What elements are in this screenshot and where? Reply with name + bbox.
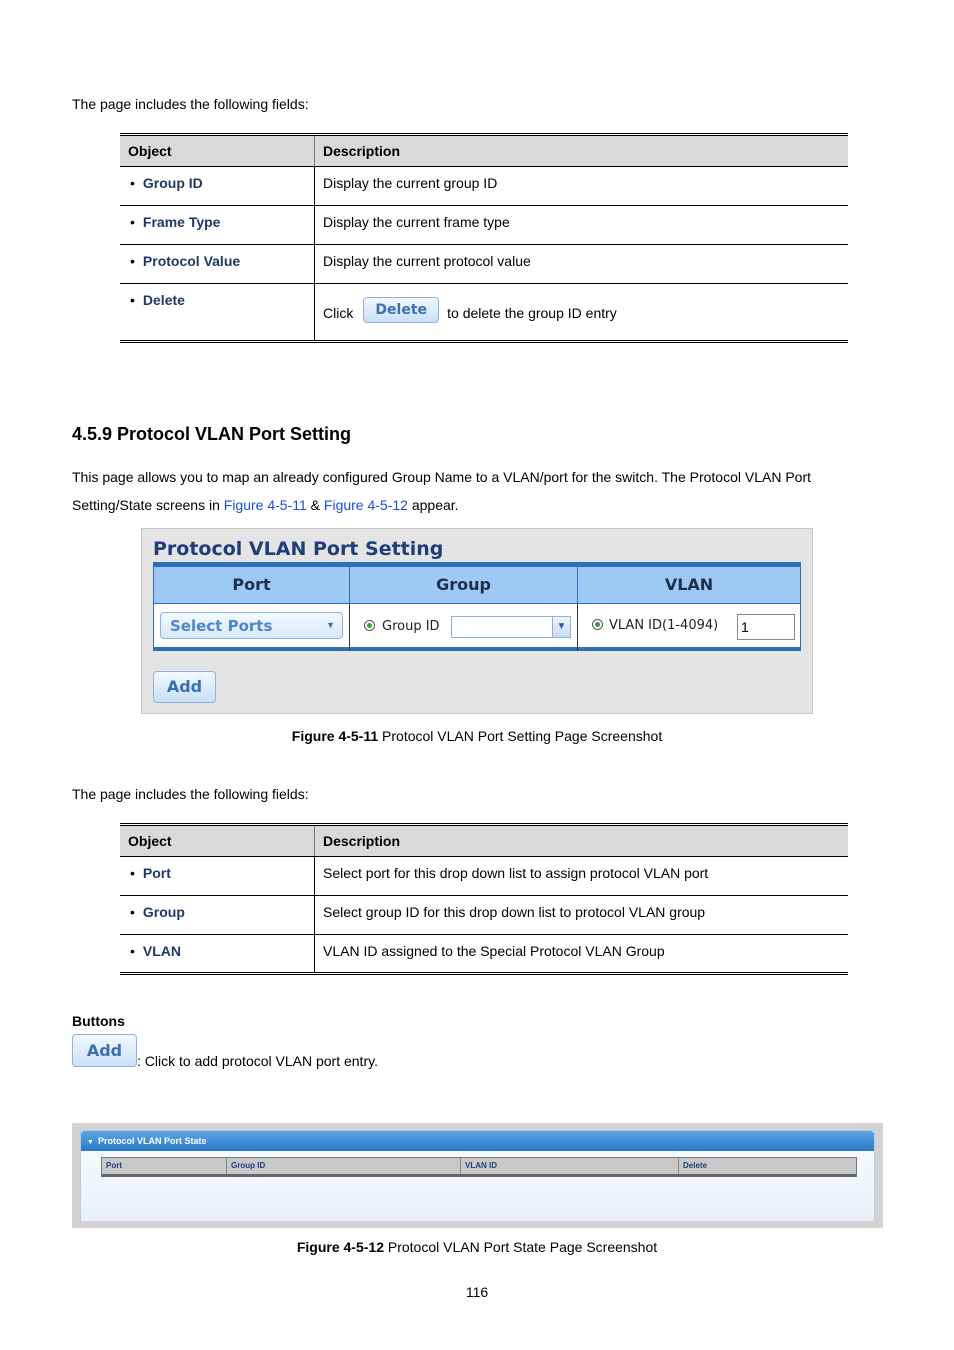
figure-label: Figure 4-5-11	[291, 728, 379, 744]
description-cell: Select port for this drop down list to assign protocol VLAN port	[315, 857, 849, 896]
section-heading: 4.5.9 Protocol VLAN Port Setting	[72, 424, 352, 444]
vlan-id-radio[interactable]	[592, 619, 603, 630]
description-cell: Select group ID for this drop down list to protocol VLAN group	[315, 896, 849, 935]
para-text: &	[306, 497, 324, 513]
bullet-icon: •	[130, 292, 135, 308]
state-table-header	[101, 1157, 857, 1177]
state-col-group-id: Group ID	[227, 1158, 461, 1174]
figure-link-1[interactable]: Figure 4-5-11	[223, 497, 307, 513]
group-id-dropdown[interactable]	[451, 616, 571, 638]
figure-label: Figure 4-5-12	[296, 1239, 384, 1255]
table-row	[120, 245, 848, 284]
object-label: VLAN	[142, 943, 182, 959]
description-cell: Display the current frame type	[315, 206, 849, 245]
add-button[interactable]: Add	[153, 671, 216, 703]
description-cell: Display the current protocol value	[315, 245, 849, 284]
group-cell	[350, 603, 578, 651]
figure-link-2[interactable]: Figure 4-5-12	[323, 497, 408, 513]
bullet-icon: •	[130, 865, 135, 881]
bullet-icon: •	[130, 175, 135, 191]
table-row	[120, 935, 848, 974]
figure-caption-1	[0, 728, 954, 744]
vlan-id-label: VLAN ID(1-4094)	[609, 618, 719, 633]
port-column-header: Port	[154, 567, 350, 603]
object-label: Group	[142, 904, 185, 920]
state-title: Protocol VLAN Port State	[97, 1136, 207, 1146]
page-number: 116	[465, 1284, 489, 1300]
chevron-down-icon: ▼	[552, 617, 570, 637]
select-ports-label: Select Ports	[170, 617, 273, 635]
object-header: Object	[120, 135, 315, 167]
figure-text: Protocol VLAN Port Setting Page Screenshot	[378, 728, 663, 744]
section-paragraph	[72, 463, 862, 519]
bullet-icon: •	[130, 904, 135, 920]
table-row	[120, 206, 848, 245]
click-text: Click	[323, 305, 354, 321]
vlan-id-value: 1	[741, 619, 749, 635]
figure-text: Protocol VLAN Port State Page Screenshot	[383, 1239, 658, 1255]
collapse-arrow-icon: ▼	[87, 1139, 94, 1146]
object-label: Protocol Value	[142, 253, 241, 269]
table-header-row	[120, 825, 848, 857]
group-id-label: Group ID	[382, 619, 440, 634]
port-fields-table	[120, 823, 848, 975]
setting-grid	[153, 562, 801, 651]
state-col-delete: Delete	[683, 1161, 708, 1170]
description-cell	[315, 284, 849, 342]
panel-title: Protocol VLAN Port Setting	[153, 538, 444, 560]
state-title-bar[interactable]	[81, 1131, 874, 1151]
select-ports-dropdown[interactable]	[160, 612, 343, 639]
table-row	[120, 857, 848, 896]
table-row	[120, 284, 848, 342]
state-col-port: Port	[102, 1158, 227, 1174]
protocol-vlan-port-state-screenshot	[72, 1123, 883, 1228]
table-row	[120, 167, 848, 206]
vlan-id-input[interactable]	[737, 614, 795, 640]
description-cell: VLAN ID assigned to the Special Protocol VLAN Group	[323, 943, 665, 959]
object-label: Port	[142, 865, 171, 881]
delete-desc-text: to delete the group ID entry	[447, 305, 617, 321]
description-header: Description	[315, 135, 849, 167]
table-row	[120, 896, 848, 935]
bullet-icon: •	[130, 214, 135, 230]
object-cell	[120, 206, 315, 245]
object-cell	[120, 284, 315, 342]
buttons-heading: Buttons	[72, 1013, 125, 1029]
state-panel	[80, 1130, 875, 1221]
object-label: Delete	[142, 292, 185, 308]
object-cell	[120, 245, 315, 284]
para-text: appear.	[407, 497, 459, 513]
intro-text-1: The page includes the following fields:	[72, 96, 309, 112]
state-col-vlan-id: VLAN ID	[461, 1158, 679, 1174]
port-cell	[154, 603, 350, 651]
vlan-column-header: VLAN	[578, 567, 800, 603]
delete-button[interactable]: Delete	[363, 297, 439, 323]
chevron-down-icon: ▼	[326, 620, 335, 630]
protocol-vlan-port-setting-screenshot	[141, 528, 813, 714]
add-button-example[interactable]: Add	[72, 1034, 137, 1067]
intro-text-2: The page includes the following fields:	[72, 786, 309, 802]
bullet-icon: •	[130, 253, 135, 269]
object-label: Group ID	[142, 175, 203, 191]
bullet-icon: •	[130, 943, 135, 959]
object-header: Object	[120, 825, 315, 857]
object-cell	[120, 857, 315, 896]
table-header-row	[120, 135, 848, 167]
group-id-radio[interactable]	[364, 620, 375, 631]
object-label: Frame Type	[142, 214, 221, 230]
description-header: Description	[315, 825, 849, 857]
object-cell	[120, 167, 315, 206]
add-button-description: : Click to add protocol VLAN port entry.	[137, 1053, 378, 1069]
para-text: This page allows you to map an already configured Group Name to a VLAN/port for the switch. The Protocol VLAN Port Setting/State screens in	[72, 469, 812, 513]
description-cell: Display the current group ID	[315, 167, 849, 206]
figure-caption-2	[0, 1239, 954, 1255]
object-cell	[120, 935, 315, 974]
object-cell	[120, 896, 315, 935]
group-column-header: Group	[350, 567, 578, 603]
vlan-cell	[578, 603, 800, 651]
group-fields-table	[120, 133, 848, 343]
